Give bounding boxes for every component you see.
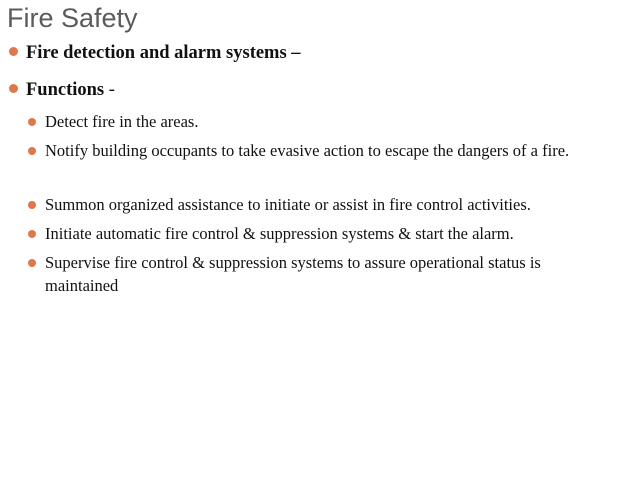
bullet-text: Fire detection and alarm systems – xyxy=(26,43,301,63)
bullet-item xyxy=(9,78,115,102)
bullet-dot-icon xyxy=(28,118,36,126)
sub-bullet-item xyxy=(28,110,618,133)
sub-bullet-item xyxy=(28,251,618,297)
sub-bullet-item xyxy=(28,193,618,216)
bullet-dot-icon xyxy=(28,259,36,267)
bullet-text: Functions xyxy=(26,80,105,100)
slide-title: Fire Safety xyxy=(7,3,138,33)
bullet-dot-icon xyxy=(28,147,36,155)
sub-bullet-text: Detect fire in the areas. xyxy=(45,112,199,131)
sub-bullet-item xyxy=(28,139,618,162)
sub-bullet-text: Notify building occupants to take evasive action to escape the dangers of a fire. xyxy=(45,141,570,160)
sub-bullet-text: Supervise fire control & suppression systems to assure operational status is maintained xyxy=(45,253,541,295)
bullet-suffix: - xyxy=(104,80,115,100)
bullet-dot-icon xyxy=(9,84,18,93)
sub-bullet-text: Summon organized assistance to initiate or assist in fire control activities. xyxy=(45,195,531,214)
bullet-dot-icon xyxy=(28,230,36,238)
sub-bullet-item xyxy=(28,222,618,245)
bullet-item xyxy=(9,41,301,65)
bullet-dot-icon xyxy=(9,47,18,56)
bullet-dot-icon xyxy=(28,201,36,209)
sub-bullet-text: Initiate automatic fire control & suppression systems & start the alarm. xyxy=(45,224,514,243)
